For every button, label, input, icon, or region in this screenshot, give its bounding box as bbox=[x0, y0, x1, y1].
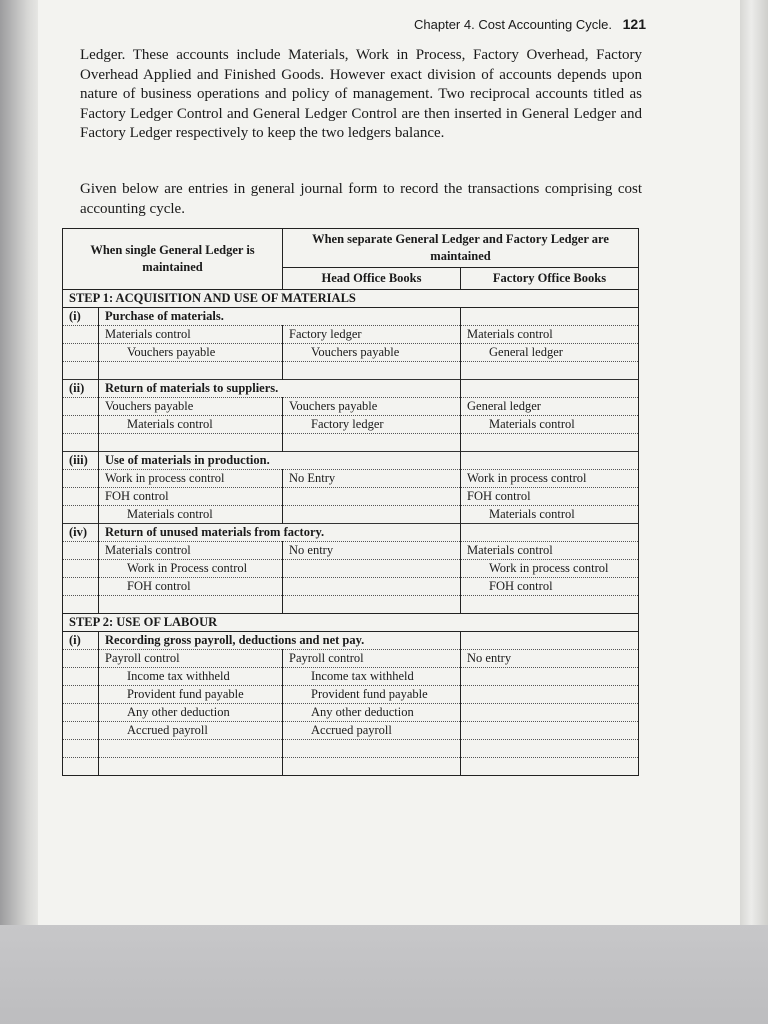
debit-account: Payroll control bbox=[283, 650, 461, 668]
no-entry-text: No Entry bbox=[283, 470, 461, 488]
credit-account: General ledger bbox=[461, 344, 639, 362]
credit-account: Materials control bbox=[99, 416, 283, 434]
credit-account: Vouchers payable bbox=[283, 344, 461, 362]
debit-account: Materials control bbox=[99, 326, 283, 344]
debit-account: Materials control bbox=[461, 542, 639, 560]
table-cell bbox=[461, 380, 639, 398]
table-cell bbox=[283, 560, 461, 578]
entry-heading bbox=[63, 524, 639, 542]
credit-account: Accrued payroll bbox=[283, 722, 461, 740]
no-entry-text: No entry bbox=[461, 650, 639, 668]
table-row bbox=[63, 668, 639, 686]
credit-account: Provident fund payable bbox=[99, 686, 283, 704]
table-header-row bbox=[63, 229, 639, 268]
body-paragraph-2: Given below are entries in general journal form to record the transactions comprising cost accounting cycle. bbox=[80, 181, 642, 217]
table-row bbox=[63, 416, 639, 434]
entry-title: Recording gross payroll, deductions and net pay. bbox=[99, 632, 461, 650]
table-cell bbox=[283, 488, 461, 506]
debit-account: Materials control bbox=[99, 542, 283, 560]
debit-account: Vouchers payable bbox=[99, 398, 283, 416]
credit-account: Work in process control bbox=[461, 560, 639, 578]
table-row bbox=[63, 470, 639, 488]
table-cell bbox=[461, 704, 639, 722]
table-row bbox=[63, 650, 639, 668]
entry-number: (iv) bbox=[63, 524, 99, 542]
table-row bbox=[63, 686, 639, 704]
entry-heading bbox=[63, 632, 639, 650]
page-edge bbox=[740, 0, 768, 935]
entry-number: (iii) bbox=[63, 452, 99, 470]
table-row bbox=[63, 740, 639, 758]
book-spine-shadow bbox=[0, 0, 40, 925]
debit-account: FOH control bbox=[461, 488, 639, 506]
header-separate-ledgers: When separate General Ledger and Factory Ledger are maintained bbox=[283, 229, 639, 268]
debit-account: Work in process control bbox=[461, 470, 639, 488]
header-head-office-books: Head Office Books bbox=[283, 268, 461, 290]
table-cell bbox=[461, 686, 639, 704]
table-cell bbox=[283, 506, 461, 524]
credit-account: Factory ledger bbox=[283, 416, 461, 434]
table-row bbox=[63, 488, 639, 506]
debit-account: Vouchers payable bbox=[283, 398, 461, 416]
credit-account: Work in Process control bbox=[99, 560, 283, 578]
table-cell bbox=[461, 632, 639, 650]
table-row bbox=[63, 506, 639, 524]
debit-account: Factory ledger bbox=[283, 326, 461, 344]
debit-account: Materials control bbox=[461, 326, 639, 344]
credit-account: Materials control bbox=[99, 506, 283, 524]
table-row bbox=[63, 578, 639, 596]
entry-number: (i) bbox=[63, 308, 99, 326]
credit-account: Provident fund payable bbox=[283, 686, 461, 704]
table-row bbox=[63, 398, 639, 416]
table-cell bbox=[461, 524, 639, 542]
table-row bbox=[63, 722, 639, 740]
no-entry-text: No entry bbox=[283, 542, 461, 560]
table-row bbox=[63, 758, 639, 776]
table-cell bbox=[461, 668, 639, 686]
credit-account: Materials control bbox=[461, 506, 639, 524]
entry-heading bbox=[63, 452, 639, 470]
credit-account: Income tax withheld bbox=[283, 668, 461, 686]
debit-account: FOH control bbox=[99, 488, 283, 506]
body-paragraph-1: Ledger. These accounts include Materials, Work in Process, Factory Overhead, Factory Overhead Applied and Finished Goods. However exact division of accounts depends upon nature of business operations and policy of management. Two reciprocal accounts titled as Factory Ledger Control and General Ledger Control are then inserted in General Ledger and Factory Ledger respectively to keep the two ledgers balance. bbox=[80, 47, 642, 142]
entry-heading bbox=[63, 308, 639, 326]
header-single-ledger: When single General Ledger is maintained bbox=[63, 229, 283, 290]
entry-number: (i) bbox=[63, 632, 99, 650]
credit-account: Materials control bbox=[461, 416, 639, 434]
header-factory-office-books: Factory Office Books bbox=[461, 268, 639, 290]
entry-heading bbox=[63, 380, 639, 398]
entry-title: Purchase of materials. bbox=[99, 308, 461, 326]
step-heading bbox=[63, 290, 639, 308]
debit-account: Work in process control bbox=[99, 470, 283, 488]
credit-account: Accrued payroll bbox=[99, 722, 283, 740]
credit-account: Any other deduction bbox=[99, 704, 283, 722]
table-cell bbox=[283, 578, 461, 596]
debit-account: Payroll control bbox=[99, 650, 283, 668]
step-1-title: STEP 1: ACQUISITION AND USE OF MATERIALS bbox=[63, 290, 639, 308]
credit-account: FOH control bbox=[461, 578, 639, 596]
credit-account: Income tax withheld bbox=[99, 668, 283, 686]
table-row bbox=[63, 326, 639, 344]
journal-entries-table bbox=[62, 228, 639, 776]
table-row bbox=[63, 344, 639, 362]
page-number: 121 bbox=[622, 16, 646, 32]
table-cell bbox=[461, 308, 639, 326]
scanner-background bbox=[0, 925, 768, 1024]
step-heading bbox=[63, 614, 639, 632]
entry-number: (ii) bbox=[63, 380, 99, 398]
credit-account: FOH control bbox=[99, 578, 283, 596]
table-row bbox=[63, 560, 639, 578]
entry-title: Return of materials to suppliers. bbox=[99, 380, 461, 398]
entry-title: Use of materials in production. bbox=[99, 452, 461, 470]
running-header bbox=[414, 17, 646, 32]
table-row bbox=[63, 596, 639, 614]
chapter-title: Chapter 4. Cost Accounting Cycle. bbox=[414, 17, 612, 32]
credit-account: Any other deduction bbox=[283, 704, 461, 722]
table-row bbox=[63, 362, 639, 380]
entry-title: Return of unused materials from factory. bbox=[99, 524, 461, 542]
table-cell bbox=[461, 722, 639, 740]
table-row bbox=[63, 542, 639, 560]
table-row bbox=[63, 704, 639, 722]
table-row bbox=[63, 434, 639, 452]
step-2-title: STEP 2: USE OF LABOUR bbox=[63, 614, 639, 632]
credit-account: Vouchers payable bbox=[99, 344, 283, 362]
debit-account: General ledger bbox=[461, 398, 639, 416]
table-cell bbox=[461, 452, 639, 470]
